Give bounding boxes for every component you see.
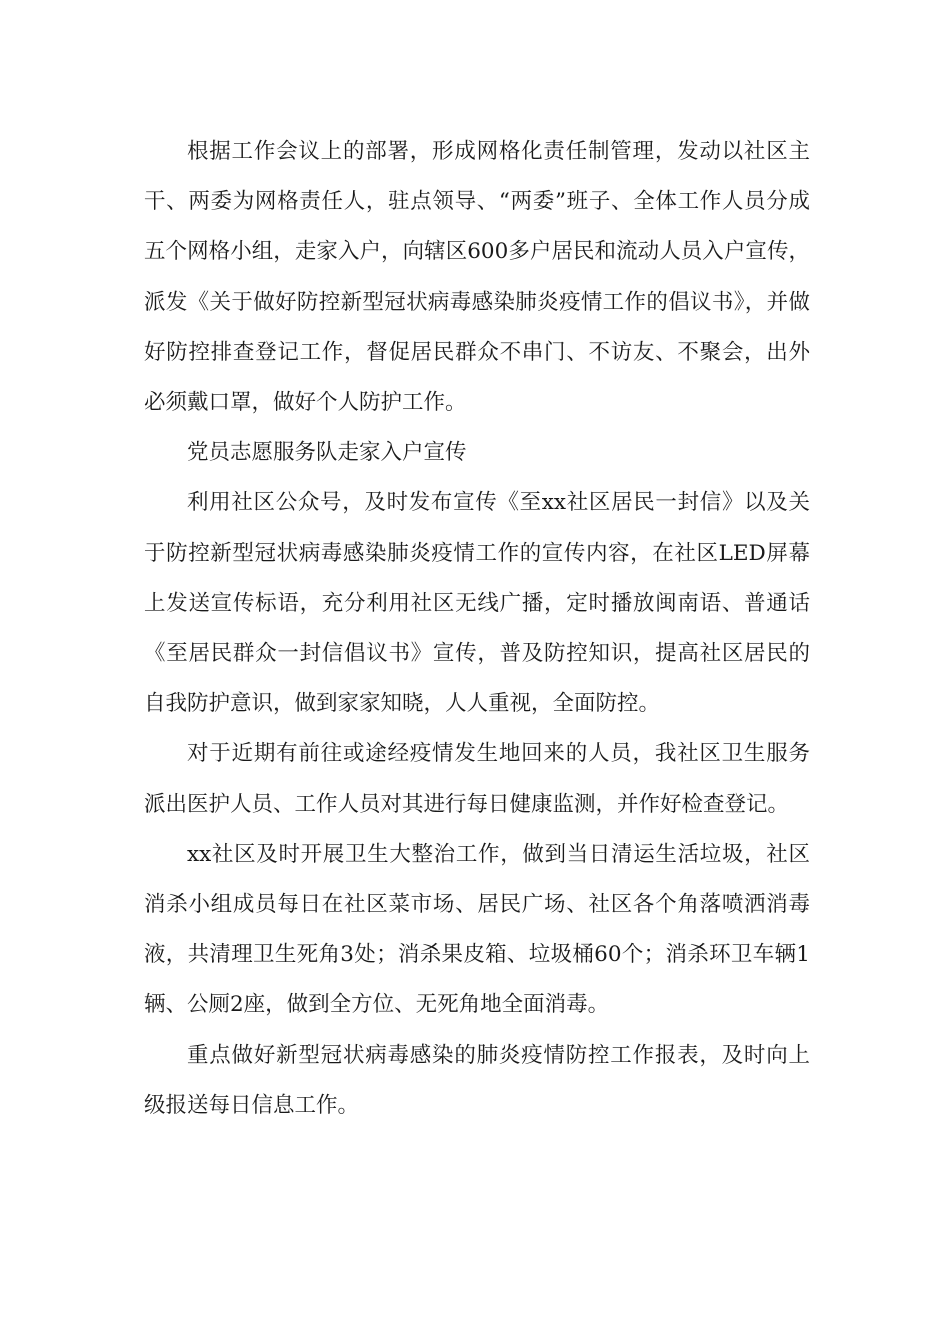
paragraph-health-monitoring: 对于近期有前往或途经疫情发生地回来的人员，我社区卫生服务派出医护人员、工作人员对其进行每日健康监测，并作好检查登记。 xyxy=(144,741,810,817)
document-body xyxy=(144,127,810,1131)
paragraph-volunteer-heading: 党员志愿服务队走家入户宣传 xyxy=(187,440,467,466)
paragraph-publicity: 利用社区公众号，及时发布宣传《至xx社区居民一封信》以及关于防控新型冠状病毒感染肺炎疫情工作的宣传内容，在社区LED屏幕上发送宣传标语，充分利用社区无线广播，定时播放闽南语、普通话《至居民群众一封信倡议书》宣传，普及防控知识，提高社区居民的自我防护意识，做到家家知晓，人人重视，全面防控。 xyxy=(144,490,810,717)
paragraph-grid-management: 根据工作会议上的部署，形成网格化责任制管理，发动以社区主干、两委为网格责任人，驻点领导、“两委”班子、全体工作人员分成五个网格小组，走家入户，向辖区600多户居民和流动人员入户宣传，派发《关于做好防控新型冠状病毒感染肺炎疫情工作的倡议书》，并做好防控排查登记工作，督促居民群众不串门、不访友、不聚会，出外必须戴口罩，做好个人防护工作。 xyxy=(144,139,810,416)
paragraph-sanitation: xx社区及时开展卫生大整治工作，做到当日清运生活垃圾，社区消杀小组成员每日在社区菜市场、居民广场、社区各个角落喷洒消毒液，共清理卫生死角3处；消杀果皮箱、垃圾桶60个；消杀环卫车辆1辆、公厕2座，做到全方位、无死角地全面消毒。 xyxy=(144,841,810,1018)
paragraph-reporting: 重点做好新型冠状病毒感染的肺炎疫情防控工作报表，及时向上级报送每日信息工作。 xyxy=(144,1042,810,1118)
